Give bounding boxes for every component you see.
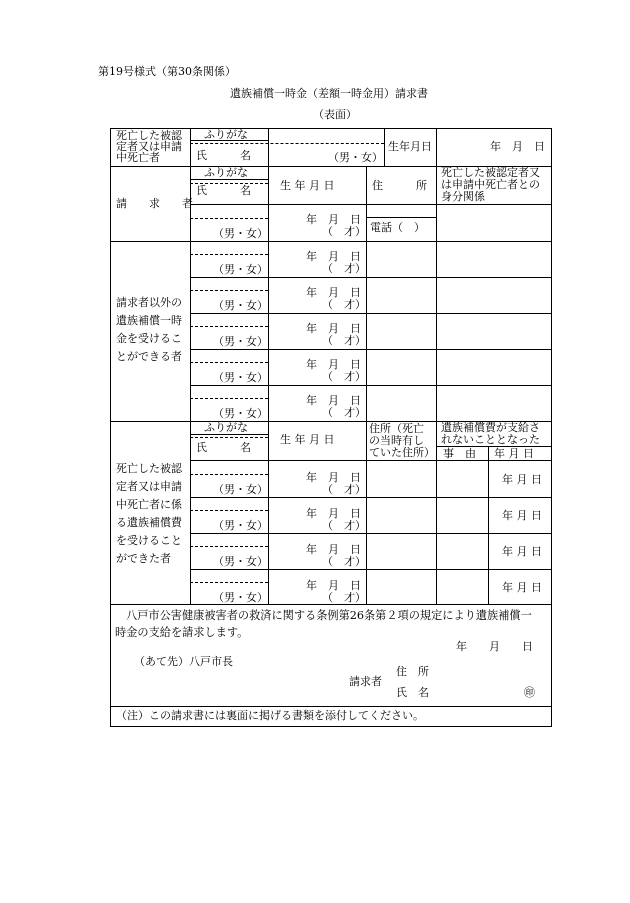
- deceased-name-label: 氏 名: [196, 149, 251, 162]
- statement-date: 年 月 日: [456, 640, 533, 653]
- paid-stop-date-label: 年 月 日: [494, 447, 534, 460]
- form-number: 第19号様式（第30条関係）: [98, 65, 236, 78]
- deceased-birth-label: 生年月日: [388, 140, 432, 153]
- claimant-name-sign: 氏 名: [396, 686, 429, 699]
- form-title: 遺族補償一時金（差額一時金用）請求書: [230, 87, 428, 100]
- seal-mark: ㊞: [524, 686, 535, 699]
- claimant-date: 年 月 日: [306, 213, 361, 226]
- claimant-label: 請 求 者: [116, 197, 193, 210]
- note: （注）この請求書には裏面に掲げる書類を添付してください。: [116, 709, 424, 722]
- deceased-birth-value: 年 月 日: [490, 140, 545, 153]
- addressee: （あて先）八戸市長: [134, 655, 233, 668]
- claimant-address-sign: 住 所: [396, 665, 429, 678]
- claimant-furigana-label: ふりがな: [204, 166, 248, 179]
- claimant-birth-label: 生 年 月 日: [280, 179, 335, 192]
- claimant-name-label: 氏 名: [196, 184, 251, 197]
- paid-name-label: 氏 名: [196, 441, 251, 454]
- paid-furigana-label: ふりがな: [204, 421, 248, 434]
- statement-line1: 八戸市公害健康被害者の救済に関する条例第26条第２項の規定により遺族補償一: [126, 609, 532, 622]
- form-side: （表面）: [313, 108, 357, 121]
- claimant-phone: 電話（ ）: [370, 221, 425, 234]
- claimant-sign-label: 請求者: [349, 675, 382, 688]
- deceased-furigana-label: ふりがな: [204, 128, 248, 141]
- deceased-sex: （男・女）: [328, 151, 383, 164]
- paid-reason-label: 事 由: [443, 447, 476, 460]
- claimant-sex: （男・女）: [213, 227, 268, 240]
- paid-birth-label: 生 年 月 日: [280, 433, 335, 446]
- claimant-age: （ 才）: [322, 225, 366, 238]
- statement-line2: 時金の支給を請求します。: [115, 626, 249, 639]
- claimant-address-label: 住 所: [372, 179, 427, 192]
